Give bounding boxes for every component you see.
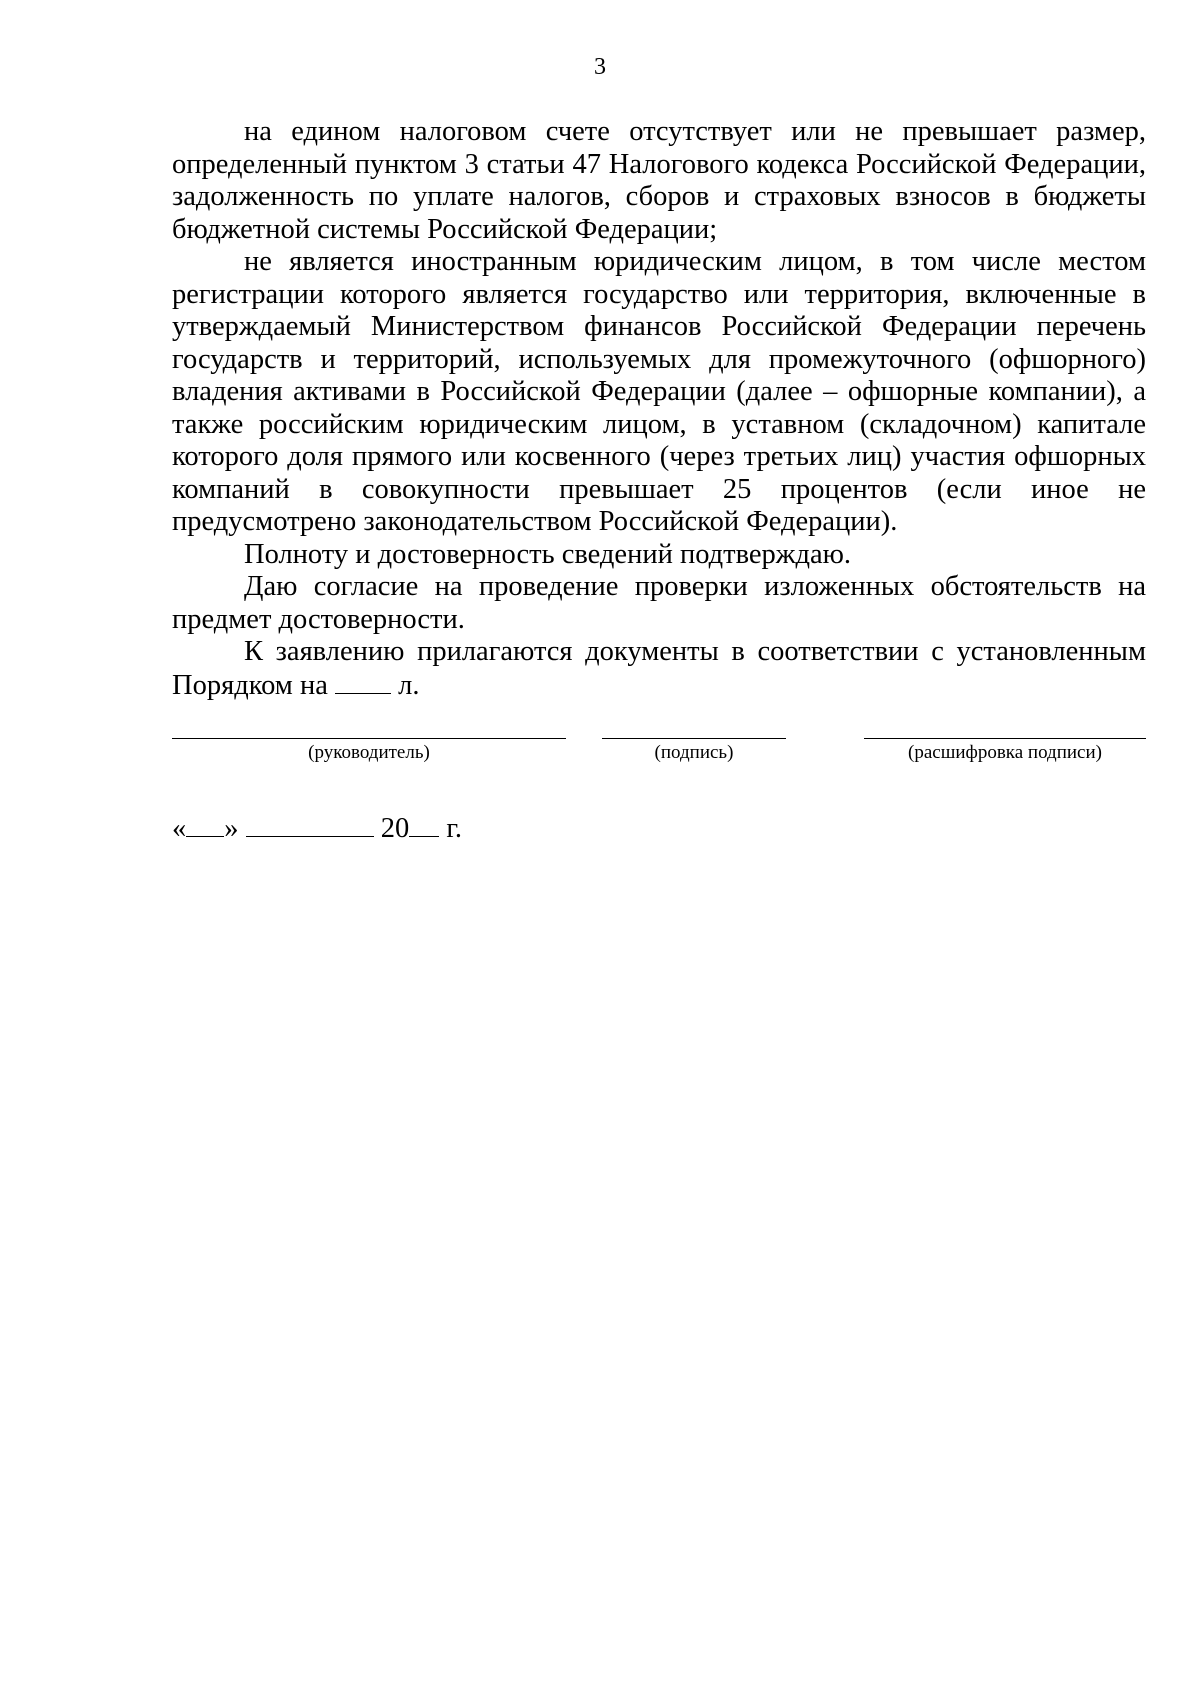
signature-decoding bbox=[864, 738, 1146, 765]
date-field bbox=[172, 812, 462, 846]
year-suffix: г. bbox=[446, 813, 462, 844]
attachments-text: К заявлению прилагаются документы в соответствии с установленным Порядком на bbox=[172, 636, 1146, 701]
date-close-quote: » bbox=[224, 813, 239, 844]
page-number: 3 bbox=[594, 54, 606, 80]
decoding-line[interactable] bbox=[864, 738, 1146, 739]
signature-caption: (подпись) bbox=[654, 742, 734, 763]
day-blank[interactable] bbox=[186, 812, 224, 837]
signature-head bbox=[172, 738, 566, 765]
decoding-caption: (расшифровка подписи) bbox=[908, 742, 1102, 763]
paragraph-attachments bbox=[172, 636, 1146, 702]
year-blank[interactable] bbox=[409, 812, 439, 837]
paragraph-tax-debt: на едином налоговом счете отсутствует или не превышает размер, определенный пунктом 3 статьи 47 Налогового кодекса Российской Федерации, задолженность по уплате налогов, сборов и страховых взносов в бюджеты бюджетной системы Российской Федерации; bbox=[172, 116, 1146, 245]
paragraph-offshore: не является иностранным юридическим лицом, в том числе местом регистрации которого является государство или территория, включенные в утверждаемый Министерством финансов Российской Федерации перечень государств и территорий, используемых для промежуточного (офшорного) владения активами в Российской Федерации (далее – офшорные компании), а также российским юридическим лицом, в уставном (складочном) капитале которого доля прямого или косвенного (через третьих лиц) участия офшорных компаний в совокупности превышает 25 процентов (если иное не предусмотрено законодательством Российской Федерации). bbox=[172, 246, 1146, 537]
signature-line[interactable] bbox=[602, 738, 786, 739]
head-line[interactable] bbox=[172, 738, 566, 739]
paragraph-confirmation: Полноту и достоверность сведений подтверждаю. bbox=[244, 538, 852, 570]
paragraph-consent: Даю согласие на проведение проверки изложенных обстоятельств на предмет достоверности. bbox=[172, 571, 1146, 635]
sheets-unit: л. bbox=[398, 669, 420, 701]
date-open-quote: « bbox=[172, 813, 187, 844]
month-blank[interactable] bbox=[246, 812, 374, 837]
head-caption: (руководитель) bbox=[308, 742, 430, 763]
sheet-count-blank[interactable] bbox=[335, 669, 391, 694]
document-body bbox=[172, 116, 1146, 702]
year-prefix: 20 bbox=[380, 813, 410, 844]
signature-sign bbox=[602, 738, 786, 765]
